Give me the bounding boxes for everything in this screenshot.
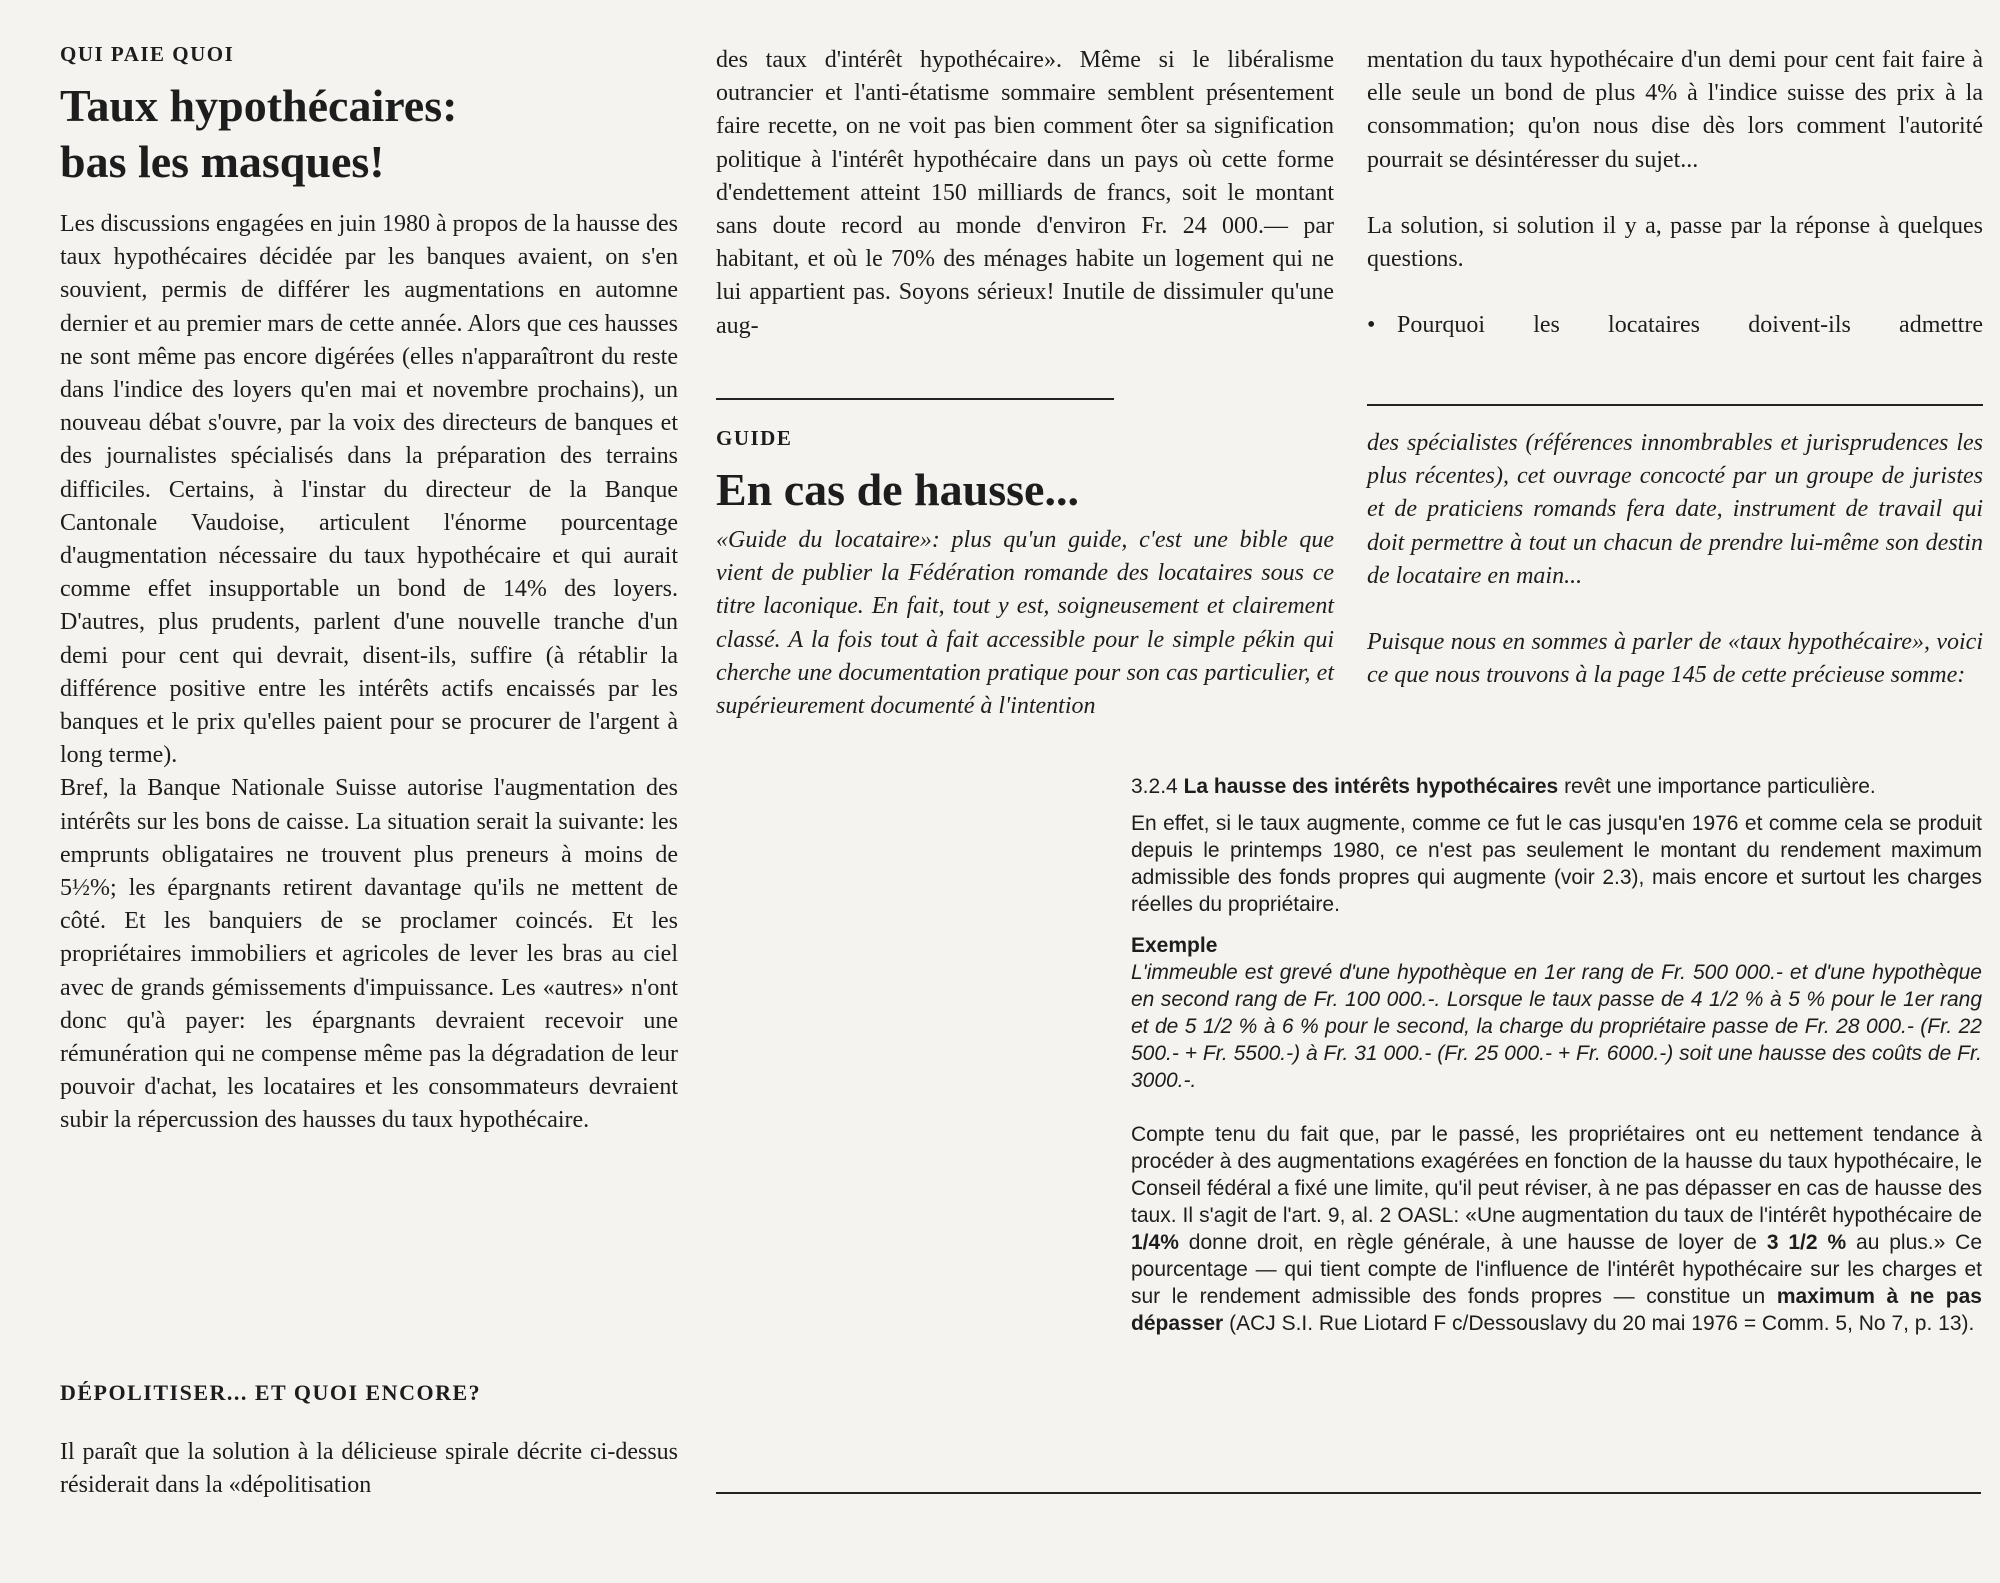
article-column-2 xyxy=(716,44,1334,343)
article-paragraph: Il paraît que la solution à la délicieuse spirale décrite ci-dessus résiderait dans la «dépolitisation xyxy=(60,1439,678,1499)
guide-column-3 xyxy=(1367,427,1983,692)
bullet-item xyxy=(1367,309,1983,342)
bullet-icon: • xyxy=(1367,312,1376,339)
excerpt-section-number: 3.2.4 xyxy=(1131,775,1178,798)
excerpt-bold: 3 1/2 % xyxy=(1766,1231,1847,1254)
bullet-text: Pourquoi les locataires doivent-ils admettre xyxy=(1397,312,1983,339)
guide-paragraph: des spécialistes (références innombrables et jurisprudences les plus récentes), cet ouvrage concocté par un groupe de juristes et de praticiens romands fera date, instrument de travail qui doit permettre à tout un chacun de prendre lui-même son destin de locataire en main... xyxy=(1367,430,1983,589)
excerpt-example-label: Exemple xyxy=(1131,934,1218,957)
article-kicker: QUI PAIE QUOI xyxy=(60,42,235,66)
excerpt-text: donne droit, en règle générale, à une hausse de loyer de xyxy=(1188,1231,1757,1254)
guide-excerpt xyxy=(1131,773,1982,1337)
guide-title: En cas de hausse... xyxy=(716,464,1079,515)
article-paragraph: Les discussions engagées en juin 1980 à propos de la hausse des taux hypothécaires décidée par les banques avaient, on s'en souvient, permis de différer les augmentations en automne dernier et au premier mars de cette année. Alors que ces hausses ne sont même pas encore digérées (elles n'apparaîtront du reste dans l'indice des loyers qu'en mai et novembre prochains), un nouveau débat s'ouvre, par la voix des directeurs de banques et des journalistes spécialisés dans la préparation des terrains difficiles. Certains, à l'instar du directeur de la Banque Cantonale Vaudoise, articulent l'énorme pourcentage d'augmentation nécessaire du taux hypothécaire et qui aurait comme effet insupportable un bond de 14% des loyers. D'autres, plus prudents, parlent d'une nouvelle tranche d'un demi pour cent qui devrait, disent-ils, suffire (à rétablir la différence positive entre les intérêts actifs encaissés par les banques et le prix qu'elles paient pour se procurer de l'argent à long terme). xyxy=(60,211,678,769)
excerpt-bold: maximum à ne pas dépasser xyxy=(1131,1285,1982,1335)
guide-column-2 xyxy=(716,524,1334,723)
bottom-divider xyxy=(716,1492,1981,1494)
article-title-line1: Taux hypothécaires: xyxy=(60,80,458,131)
excerpt-example-text: L'immeuble est grevé d'une hypothèque en 1er rang de Fr. 500 000.- et d'une hypothèque en second rang de Fr. 100 000.-. Lorsque le taux passe de 4 1/2 % à 5 % pour le 1er rang et de 5 1/2 % à 6 % pour le second, la charge du propriétaire passe de Fr. 28 000.- (Fr. 22 500.- + Fr. 5500.-) à Fr. 31 000.- (Fr. 25 000.- + Fr. 6000.-) soit une hausse des coûts de Fr. 3000.-. xyxy=(1131,961,1982,1092)
article-paragraph: La solution, si solution il y a, passe par la réponse à quelques questions. xyxy=(1367,212,1983,273)
article-column-1-end xyxy=(60,1436,678,1502)
excerpt-text: (ACJ S.I. Rue Liotard F c/Dessouslavy du 20 mai 1976 = Comm. 5, No 7, p. 13). xyxy=(1229,1312,1975,1335)
excerpt-text: au plus.» Ce pourcentage — qui tient compte de l'influence de l'intérêt hypothécaire sur les charges et sur le rendement admissible des fonds propres — constitue un xyxy=(1131,1231,1983,1308)
guide-paragraph: Puisque nous en sommes à parler de «taux hypothécaire», voici ce que nous trouvons à la page 145 de cette précieuse somme: xyxy=(1367,629,1983,689)
article-title-line2: bas les masques! xyxy=(60,136,385,187)
guide-paragraph: «Guide du locataire»: plus qu'un guide, c'est une bible que vient de publier la Fédération romande des locataires sous ce titre laconique. En fait, tout y est, soigneusement et clairement classé. A la fois tout à fait accessible pour le simple pékin qui cherche une documentation pratique pour son cas particulier, et supérieurement documenté à l'intention xyxy=(716,527,1334,720)
excerpt-paragraph xyxy=(1131,1121,1982,1337)
divider xyxy=(1367,404,1983,406)
divider xyxy=(716,398,1114,400)
article-paragraph: des taux d'intérêt hypothécaire». Même si le libéralisme outrancier et l'anti-étatisme sommaire semblent présentement faire recette, on ne voit pas bien comment ôter sa signification politique à l'intérêt hypothécaire dans un pays où cette forme d'endettement atteint 150 milliards de francs, soit le montant sans doute record au monde d'environ Fr. 24 000.— par habitant, et où le 70% des ménages habite un logement qui ne lui appartient pas. Soyons sérieux! Inutile de dissimuler qu'une aug- xyxy=(716,47,1334,339)
excerpt-section-title: La hausse des intérêts hypothécaires xyxy=(1183,775,1559,798)
article-column-1 xyxy=(60,208,678,1138)
article-paragraph: mentation du taux hypothécaire d'un demi pour cent fait faire à elle seule un bond de plus 4% à l'indice suisse des prix à la consommation; qu'on nous dise dès lors comment l'autorité pourrait se désintéresser du sujet... xyxy=(1367,47,1983,173)
guide-kicker: GUIDE xyxy=(716,426,793,450)
article-subhead: DÉPOLITISER... ET QUOI ENCORE? xyxy=(60,1380,482,1405)
excerpt-paragraph: En effet, si le taux augmente, comme ce fut le cas jusqu'en 1976 et comme cela se produit depuis le printemps 1980, ce n'est pas seulement le montant du rendement maximum admissible des fonds propres qui augmente (voir 2.3), mais encore et surtout les charges réelles du propriétaire. xyxy=(1131,812,1982,916)
excerpt-bold: 1/4% xyxy=(1131,1231,1179,1254)
article-title xyxy=(60,78,457,190)
article-column-3 xyxy=(1367,44,1983,342)
excerpt-section-rest: revêt une importance particulière. xyxy=(1564,775,1876,798)
excerpt-text: Compte tenu du fait que, par le passé, les propriétaires ont eu nettement tendance à procéder à des augmentations exagérées en fonction de la hausse du taux hypothécaire, le Conseil fédéral a fixé une limite, qu'il peut réviser, à ne pas dépasser en cas de hausse des taux. Il s'agit de l'art. 9, al. 2 OASL: «Une augmentation du taux de l'intérêt hypothécaire de xyxy=(1131,1123,1982,1227)
article-paragraph: Bref, la Banque Nationale Suisse autorise l'augmentation des intérêts sur les bons de caisse. La situation serait la suivante: les emprunts obligataires ne trouvent plus preneurs à moins de 5½%; les épargnants retirent davantage qu'ils ne mettent de côté. Et les banquiers de se proclamer coincés. Et les propriétaires immobiliers et agricoles de lever les bras au ciel avec de grands gémissements d'impuissance. Les «autres» n'ont donc qu'à payer: les épargnants devraient recevoir une rémunération qui ne compense même pas la dégradation de leur pouvoir d'achat, les locataires et les consommateurs devraient subir la répercussion des hausses du taux hypothécaire. xyxy=(60,775,678,1134)
excerpt-section-heading xyxy=(1131,773,1982,800)
